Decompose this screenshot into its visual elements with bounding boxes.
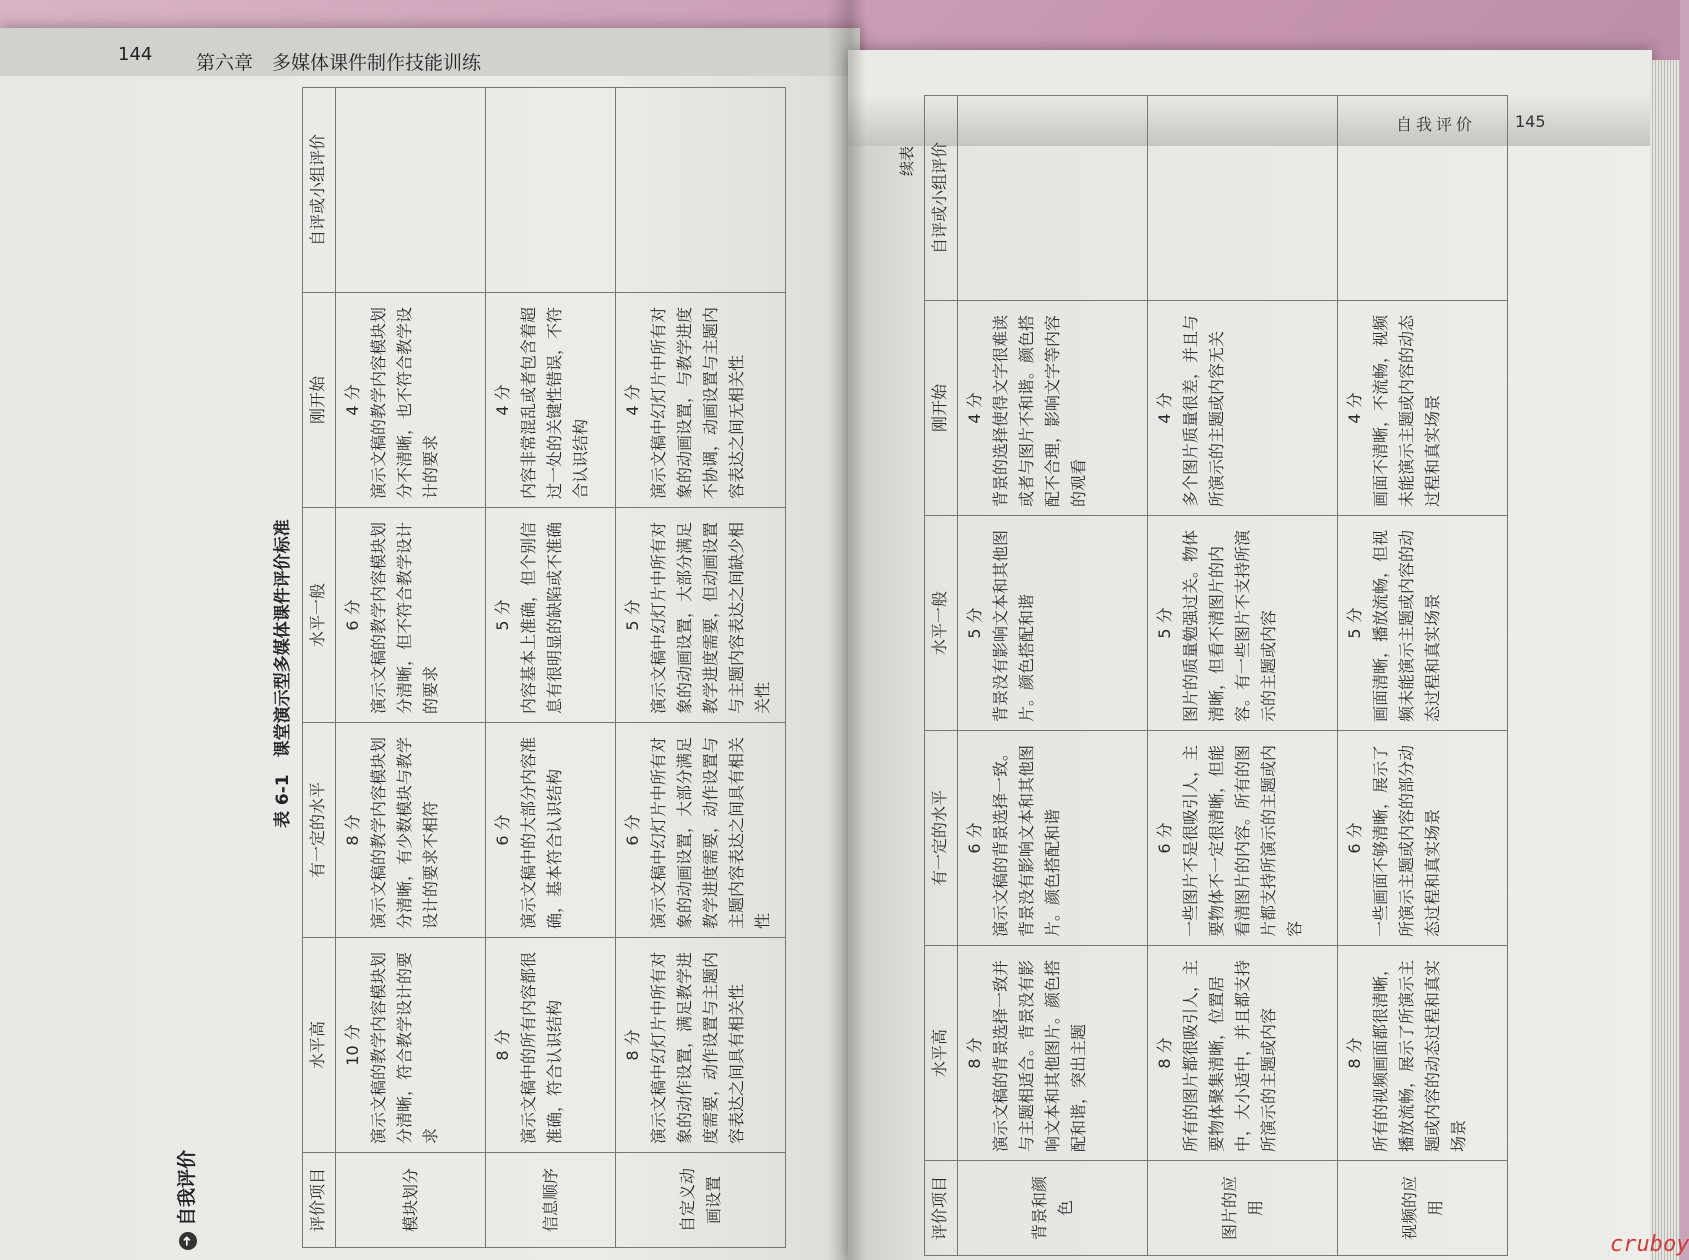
table-header-row [303, 88, 336, 1248]
continued-label: 续表 [898, 145, 916, 176]
score: 5 分 [965, 607, 984, 639]
criteria-text: 演示文稿的教学内容模块划分清晰，有少数模块与教学设计的要求不相符 [369, 736, 440, 929]
item-cell: 视频的应用 [1338, 1161, 1508, 1256]
criteria-text: 所有的图片都很吸引人，主要物体聚集清晰，位置居中，大小适中，并且都支持所演示的主题或内容 [1181, 959, 1278, 1152]
evaluation-table-left [302, 87, 786, 1248]
score: 8 分 [965, 1037, 984, 1069]
self-eval-cell[interactable] [486, 88, 616, 293]
criteria-text: 演示文稿中幻灯片中所有对象的动画设置，大部分满足教学进度需要，但动画设置与主题内容表达之间缺少相关性 [649, 521, 772, 714]
score: 4 分 [1345, 392, 1364, 424]
score: 5 分 [1345, 607, 1364, 639]
criteria-text: 一些图片不是很吸引人，主要物体不一定很清晰，但能看清图片的内容。所有的图片都支持所演示的主题或内容 [1181, 744, 1304, 937]
table-caption: 表 6-1 课堂演示型多媒体课件评价标准 [273, 519, 293, 828]
section-heading [172, 1150, 199, 1250]
item-cell: 图片的应用 [1148, 1161, 1338, 1256]
score: 6 分 [965, 822, 984, 854]
criteria-text: 画面不清晰，不流畅，视频未能演示主题或内容的动态过程和真实场景 [1371, 314, 1442, 507]
score: 6 分 [1345, 822, 1364, 854]
criteria-cell [1338, 731, 1508, 946]
criteria-text: 图片的质量勉强过关。物体清晰，但看不清图片的内容。有一些图片不支持所演示的主题或内容 [1181, 529, 1278, 722]
criteria-text: 背景没有影响文本和其他图片。颜色搭配和谐 [991, 529, 1036, 722]
criteria-text: 演示文稿中幻灯片中所有对象的动作设置，满足教学进度需要，动作设置与主题内容表达之间具有相关性 [649, 951, 746, 1144]
criteria-cell [958, 301, 1148, 516]
self-eval-cell[interactable] [336, 88, 486, 293]
header-cell: 刚开始 [303, 293, 336, 508]
left-chapter-title: 第六章 多媒体课件制作技能训练 [196, 52, 482, 74]
score: 8 分 [343, 814, 362, 846]
score: 4 分 [965, 392, 984, 424]
score: 8 分 [1345, 1037, 1364, 1069]
criteria-cell [616, 938, 786, 1153]
item-cell: 模块划分 [336, 1153, 486, 1248]
score: 8 分 [623, 1029, 642, 1061]
self-eval-cell[interactable] [958, 96, 1148, 301]
self-eval-cell[interactable] [1148, 96, 1338, 301]
criteria-cell [1148, 516, 1338, 731]
criteria-cell [336, 938, 486, 1153]
score: 4 分 [343, 384, 362, 416]
header-cell: 水平高 [925, 946, 958, 1161]
item-cell: 背景和颜色 [958, 1161, 1148, 1256]
book-gutter-shadow [826, 0, 866, 1260]
score: 5 分 [1155, 607, 1174, 639]
criteria-cell [336, 723, 486, 938]
evaluation-table-right [924, 95, 1508, 1256]
header-cell: 有一定的水平 [925, 731, 958, 946]
criteria-text: 演示文稿的背景选择一致。背景没有影响文本和其他图片。颜色搭配和谐 [991, 744, 1062, 937]
criteria-text: 内容基本上准确，但个别信息有很明显的缺陷或不准确 [519, 521, 564, 714]
watermark: cruboy [1610, 1232, 1689, 1257]
criteria-cell [1338, 301, 1508, 516]
criteria-text: 演示文稿的背景选择一致并与主题相适合。背景没有影响文本和其他图片。颜色搭配和谐，突出主题 [991, 959, 1088, 1152]
score: 5 分 [493, 599, 512, 631]
table-row [1338, 96, 1508, 1256]
score: 6 分 [1155, 822, 1174, 854]
score: 6 分 [623, 814, 642, 846]
criteria-cell [1338, 946, 1508, 1161]
right-page-number: 145 [1515, 112, 1546, 131]
score: 6 分 [343, 599, 362, 631]
criteria-cell [958, 731, 1148, 946]
criteria-cell [1148, 946, 1338, 1161]
table-row [486, 88, 616, 1248]
header-cell: 刚开始 [925, 301, 958, 516]
score: 4 分 [1155, 392, 1174, 424]
table-header-row [925, 96, 958, 1256]
score: 4 分 [623, 384, 642, 416]
table-row [336, 88, 486, 1248]
score: 8 分 [1155, 1037, 1174, 1069]
criteria-cell [616, 293, 786, 508]
self-eval-cell[interactable] [616, 88, 786, 293]
item-cell: 信息顺序 [486, 1153, 616, 1248]
criteria-text: 演示文稿的教学内容模块划分清晰，符合教学设计的要求 [369, 951, 440, 1144]
header-cell: 自评或小组评价 [303, 88, 336, 293]
table-row [616, 88, 786, 1248]
criteria-text: 演示文稿中的所有内容都很准确，符合认识结构 [519, 951, 564, 1144]
header-cell: 自评或小组评价 [925, 96, 958, 301]
criteria-cell [616, 508, 786, 723]
header-cell: 水平一般 [925, 516, 958, 731]
criteria-text: 内容非常混乱或者包含着超过一处的关键性错误，不符合认识结构 [519, 306, 590, 499]
score: 4 分 [493, 384, 512, 416]
criteria-cell [958, 516, 1148, 731]
header-cell: 评价项目 [303, 1153, 336, 1248]
criteria-cell [486, 938, 616, 1153]
criteria-text: 多个图片质量很差，并且与所演示的主题或内容无关 [1181, 314, 1226, 507]
criteria-text: 演示文稿的教学内容模块划分不清晰，也不符合教学设计的要求 [369, 306, 440, 499]
header-cell: 有一定的水平 [303, 723, 336, 938]
criteria-cell [958, 946, 1148, 1161]
score: 10 分 [343, 1024, 362, 1066]
criteria-cell [486, 723, 616, 938]
header-cell: 水平高 [303, 938, 336, 1153]
criteria-text: 演示文稿中幻灯片中所有对象的动画设置，大部分满足教学进度需要，动作设置与主题内容表达之间具有相关性 [649, 736, 772, 929]
section-heading-text: 自我评价 [176, 1149, 198, 1226]
criteria-text: 演示文稿中幻灯片中所有对象的动画设置，与教学进度不协调，动画设置与主题内容表达之间无相关性 [649, 306, 746, 499]
criteria-cell [336, 508, 486, 723]
criteria-cell [486, 508, 616, 723]
criteria-text: 背景的选择使得文字很难读或者与图片不和谐。颜色搭配不合理，影响文字等内容的观看 [991, 314, 1088, 507]
criteria-text: 演示文稿中的大部分内容准确，基本符合认识结构 [519, 736, 564, 929]
left-page-number: 144 [118, 44, 153, 65]
criteria-cell [1338, 516, 1508, 731]
header-cell: 水平一般 [303, 508, 336, 723]
table-row [958, 96, 1148, 1256]
criteria-text: 演示文稿的教学内容模块划分清晰，但不符合教学设计的要求 [369, 521, 440, 714]
criteria-cell [486, 293, 616, 508]
criteria-cell [1148, 301, 1338, 516]
criteria-text: 所有的视频画面都很清晰，播放流畅，展示了所演示主题或内容的动态过程和真实场景 [1371, 959, 1468, 1152]
criteria-cell [336, 293, 486, 508]
right-running-head: 自我评价 [1396, 115, 1477, 134]
criteria-cell [1148, 731, 1338, 946]
criteria-text: 画面清晰，播放流畅，但视频未能演示主题或内容的动态过程和真实场景 [1371, 529, 1442, 722]
page-edges [1650, 60, 1680, 1260]
self-eval-cell[interactable] [1338, 96, 1508, 301]
criteria-text: 一些画面不够清晰，展示了所演示主题或内容的部分动态过程和真实场景 [1371, 744, 1442, 937]
table-row [1148, 96, 1338, 1256]
arrow-circle-icon: ➜ [179, 1232, 197, 1250]
criteria-cell [616, 723, 786, 938]
score: 8 分 [493, 1029, 512, 1061]
score: 6 分 [493, 814, 512, 846]
header-cell: 评价项目 [925, 1161, 958, 1256]
score: 5 分 [623, 599, 642, 631]
item-cell: 自定义动画设置 [616, 1153, 786, 1248]
